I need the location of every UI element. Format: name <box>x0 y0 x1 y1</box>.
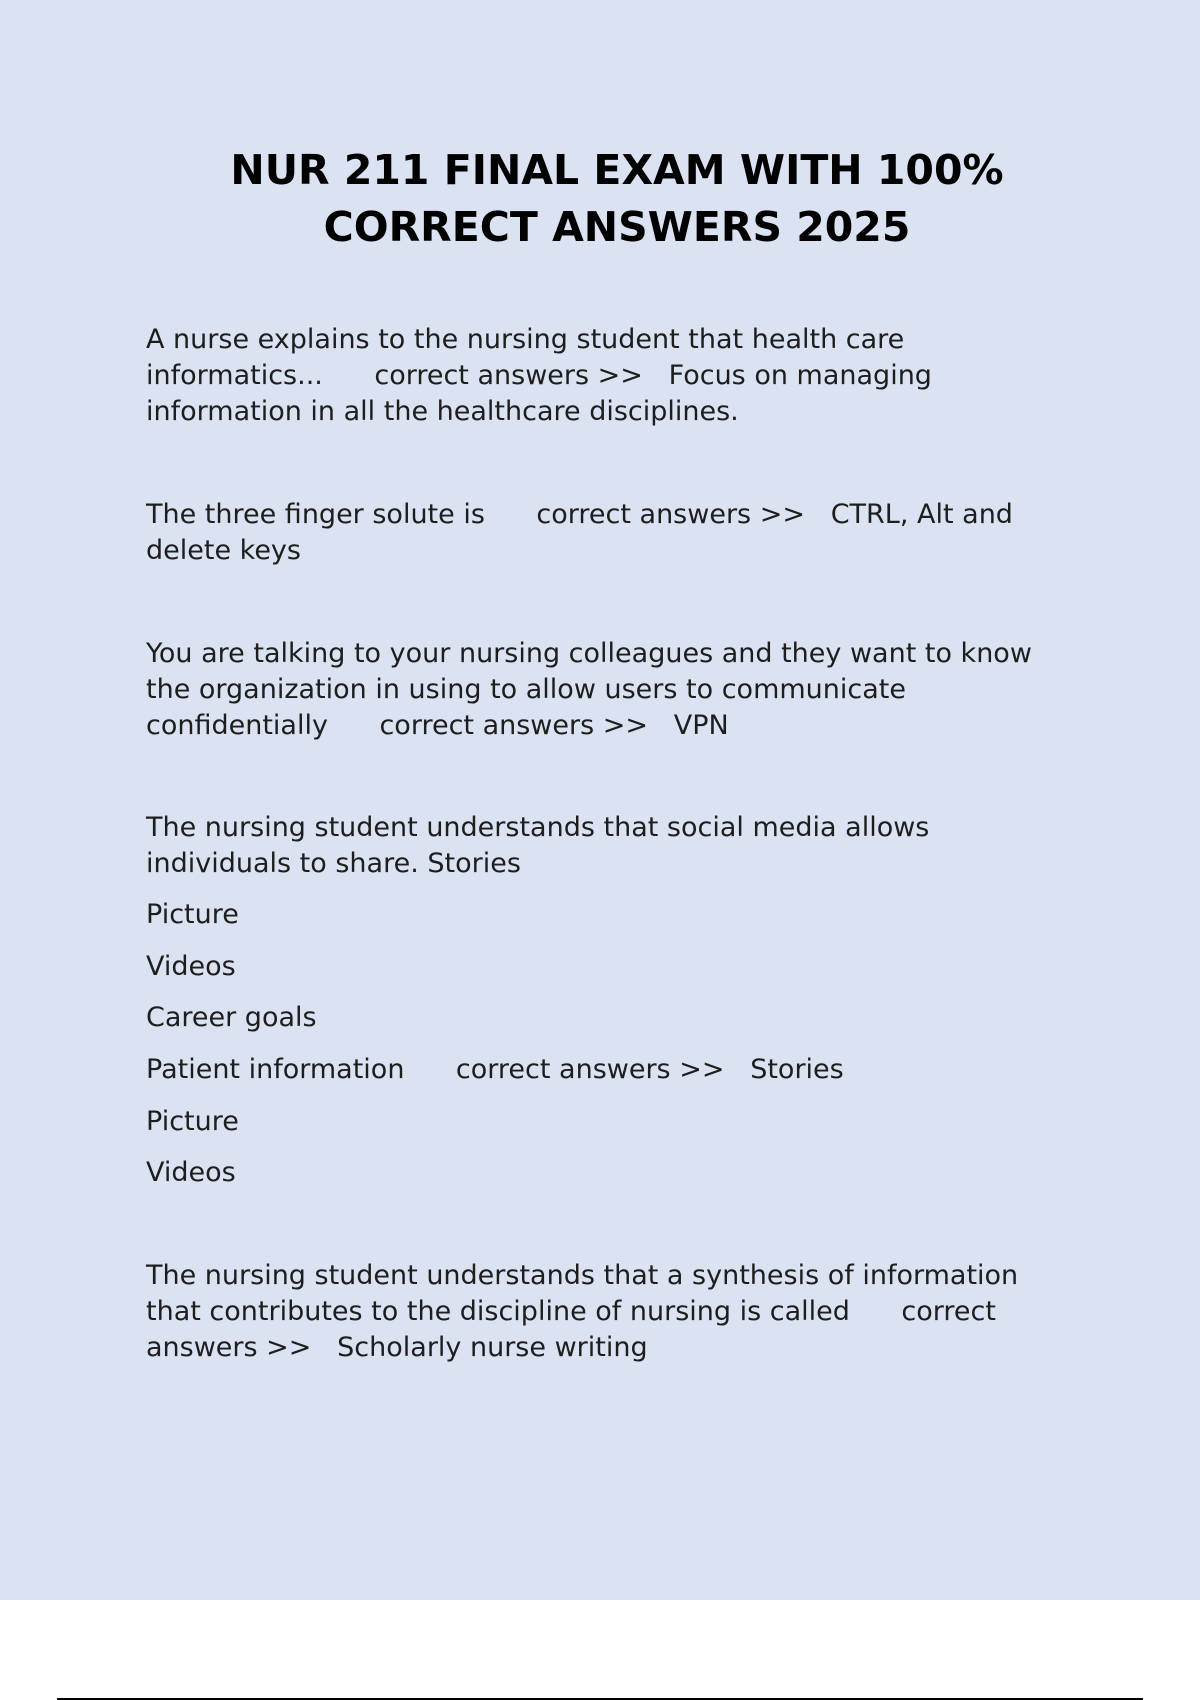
question-4-line-1: The nursing student understands that social media allows <box>146 812 930 843</box>
question-4-option-1: Picture <box>146 899 239 930</box>
question-2-line-1: The three finger solute is correct answers >> CTRL, Alt and <box>146 499 1013 530</box>
question-2-line-2: delete keys <box>146 535 301 566</box>
question-5 <box>146 1258 1106 1366</box>
question-5-line-1: The nursing student understands that a synthesis of information <box>146 1260 1019 1291</box>
question-1-line-1: A nurse explains to the nursing student that health care <box>146 324 905 355</box>
title-line-1: NUR 211 FINAL EXAM WITH 100% <box>230 146 1004 194</box>
question-4-option-3: Career goals <box>146 1002 317 1033</box>
question-3-line-3: confidentially correct answers >> VPN <box>146 710 729 741</box>
question-4-option-4: Patient information correct answers >> Stories <box>146 1054 844 1085</box>
question-4-line-2: individuals to share. Stories <box>146 848 521 879</box>
question-3-line-2: the organization in using to allow users to communicate <box>146 674 906 705</box>
question-4-option-6: Videos <box>146 1157 236 1188</box>
question-1-line-2: informatics... correct answers >> Focus on managing <box>146 360 932 391</box>
question-1-line-3: information in all the healthcare disciplines. <box>146 396 739 427</box>
question-3-line-1: You are talking to your nursing colleagues and they want to know <box>146 638 1032 669</box>
question-5-line-3: answers >> Scholarly nurse writing <box>146 1332 648 1363</box>
question-4 <box>146 810 1106 882</box>
document-title <box>0 142 1200 256</box>
question-2 <box>146 497 1106 569</box>
title-line-2: CORRECT ANSWERS 2025 <box>323 203 911 251</box>
question-1 <box>146 322 1106 430</box>
question-4-option-2: Videos <box>146 951 236 982</box>
question-5-line-2: that contributes to the discipline of nursing is called correct <box>146 1296 996 1327</box>
question-4-option-5: Picture <box>146 1106 239 1137</box>
question-3 <box>146 636 1106 744</box>
